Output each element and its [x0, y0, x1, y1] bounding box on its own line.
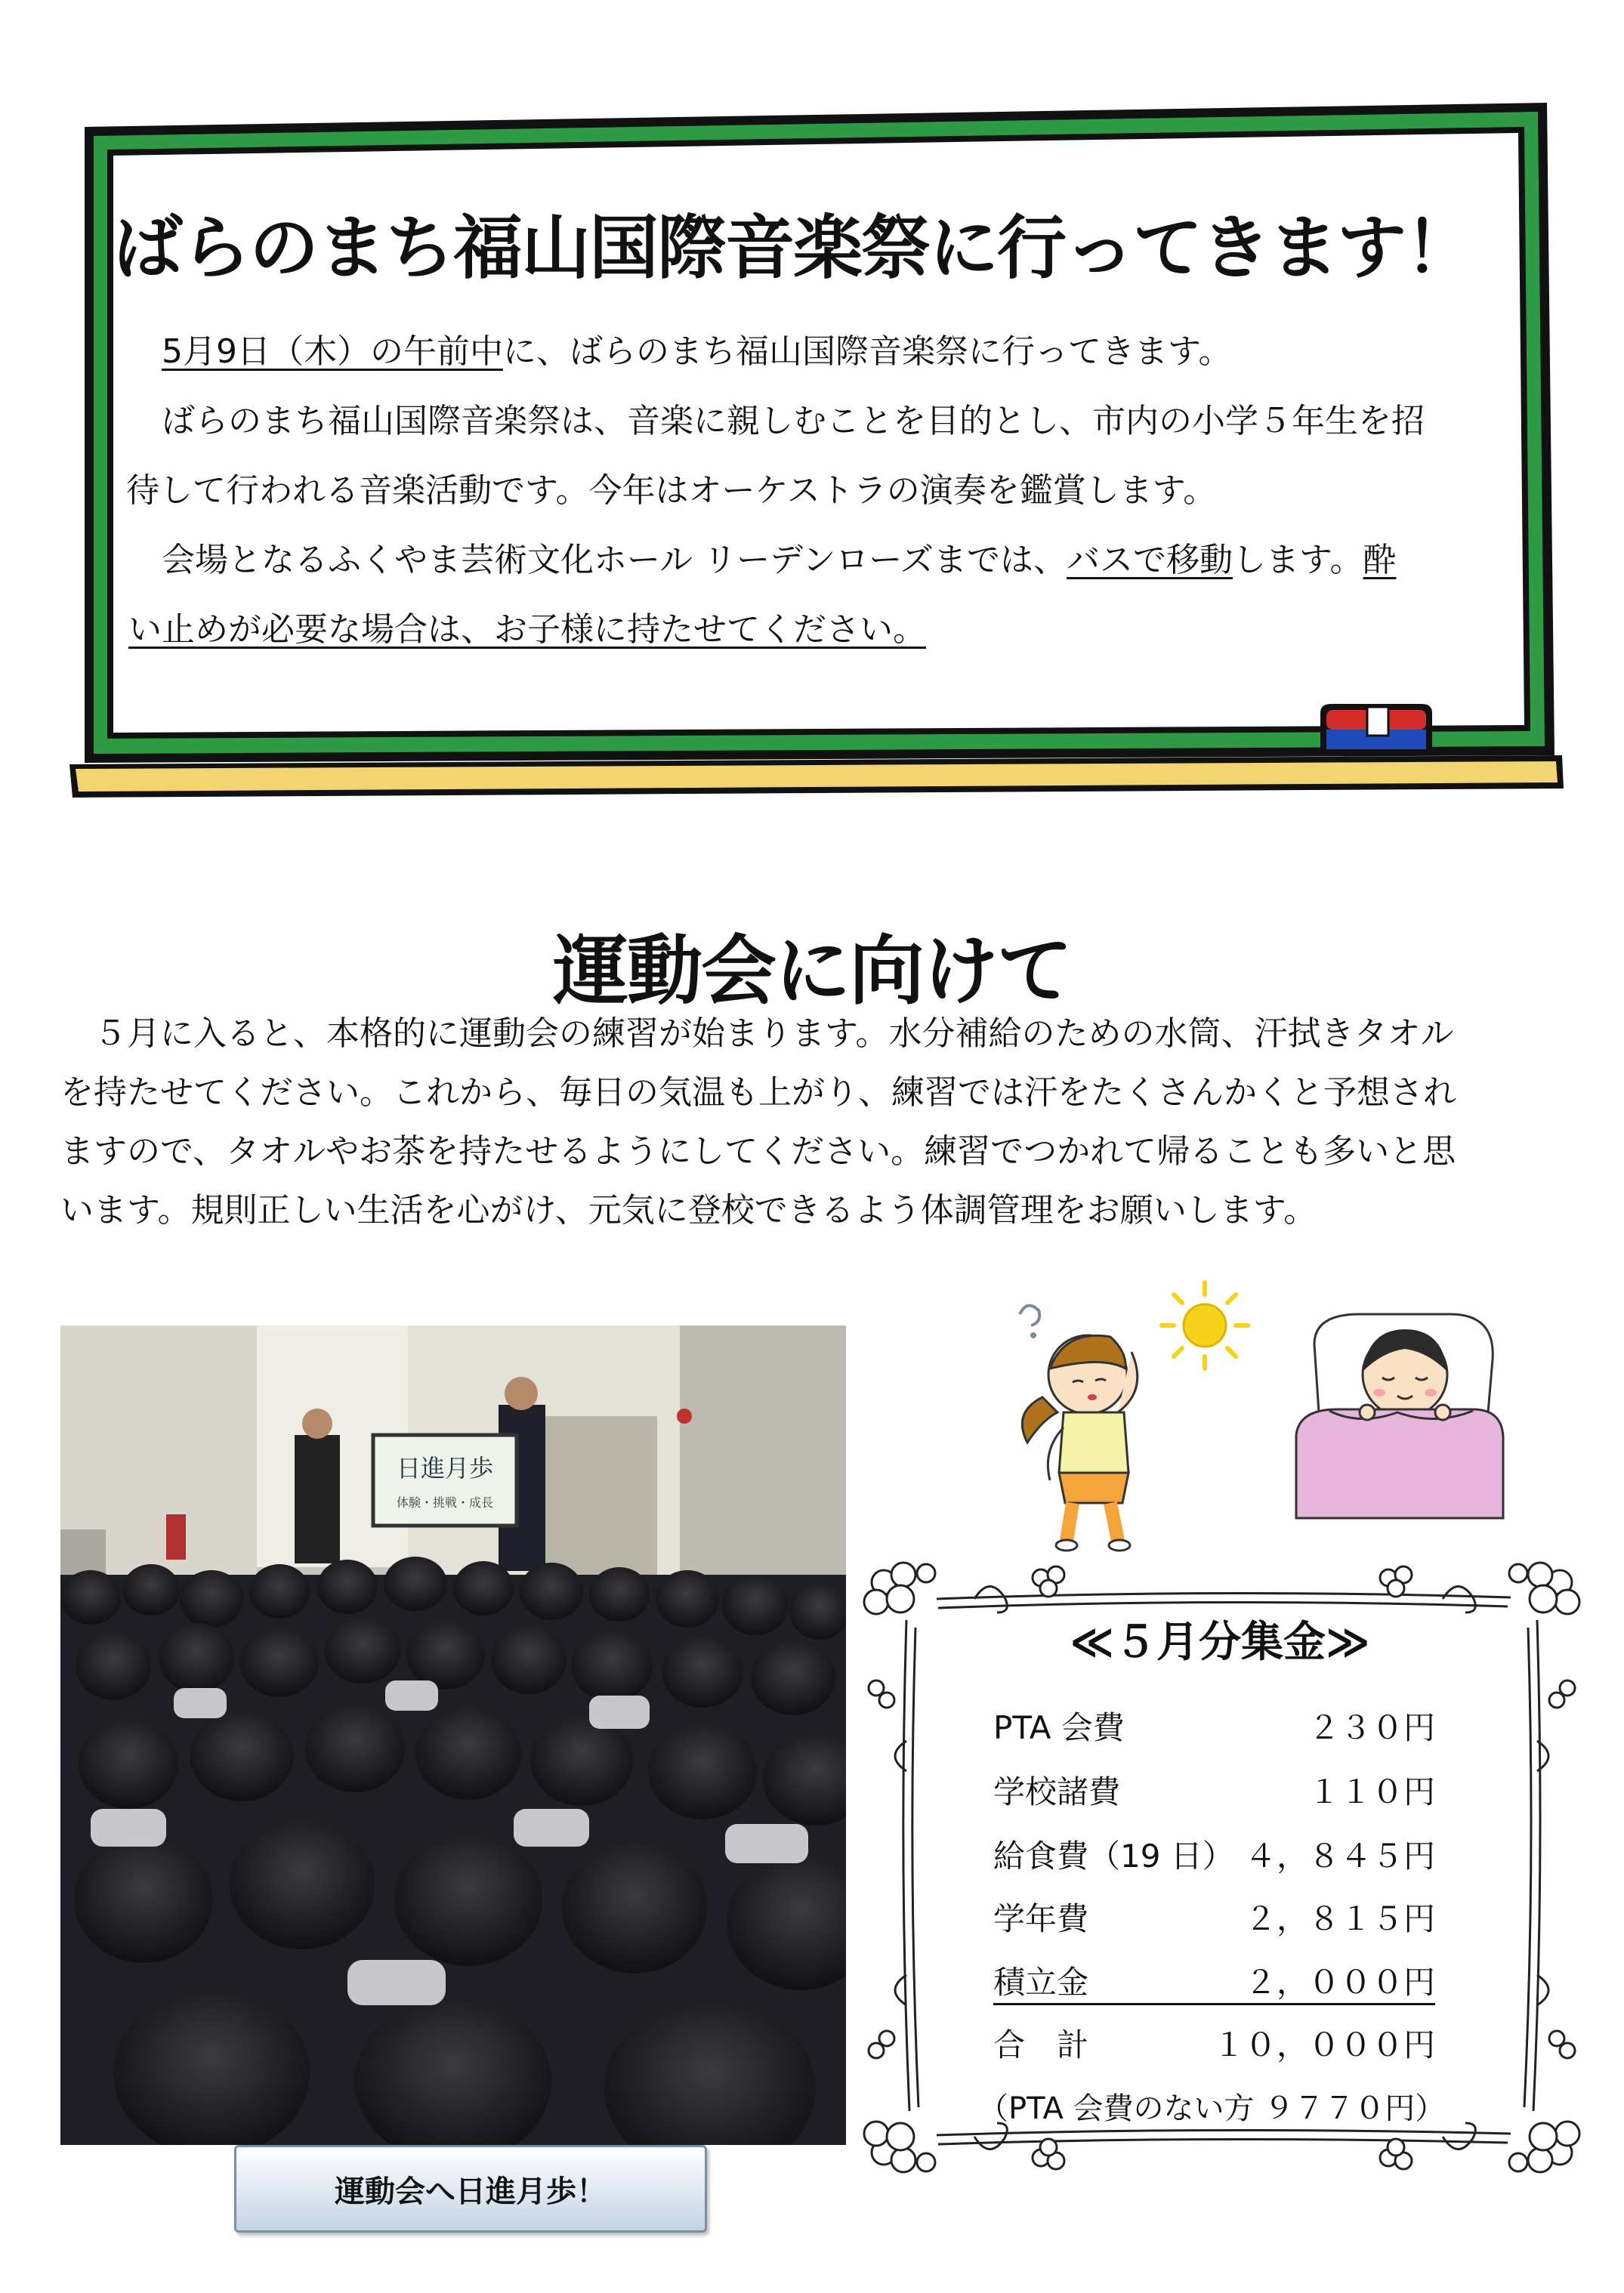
festival-line-4-text: 会場となるふくやま芸術文化ホール リーデンローズまでは、: [162, 541, 1067, 579]
fee-note: （PTA 会費のない方 ９７７０円）: [978, 2091, 1446, 2126]
fee-row-total: [993, 2020, 1435, 2066]
fee-value: ２，８１５円: [1244, 1900, 1435, 1937]
medicine-note: い止めが必要な場合は、お子様に持たせてください。: [128, 610, 926, 649]
fee-value: １１０円: [1308, 1773, 1435, 1810]
festival-line-2-text: ばらのまち福山国際音楽祭は、音楽に親しむことを目的とし、市内の小学５年生を招: [162, 402, 1425, 440]
fee-value: ４，８４５円: [1244, 1838, 1435, 1875]
fee-label: 学年費: [993, 1900, 1089, 1937]
sleeping-child-icon: [1284, 1299, 1511, 1526]
fee-value: １０，０００円: [1212, 2026, 1435, 2063]
festival-body: [128, 317, 1518, 665]
sports-line: います。規則正しい生活を心がけ、元気に登校できるよう体調管理をお願いします。: [60, 1191, 1317, 1230]
fee-row-grade: [993, 1894, 1435, 1940]
fee-value: ２３０円: [1308, 1709, 1435, 1746]
sports-line-text: ５月に入ると、本格的に運動会の練習が始まります。水分補給のための水筒、汗拭きタオル: [94, 1014, 1454, 1053]
sports-title: 運動会に向けて: [553, 927, 1071, 1015]
festival-line-4-mid: します。: [1233, 541, 1363, 579]
festival-line-3: [126, 456, 1518, 526]
festival-line-2: [128, 387, 1518, 456]
photo-caption: 運動会へ日進月歩！: [234, 2145, 707, 2233]
sports-line: ますので、タオルやお茶を持たせるようにしてください。練習でつかれて帰ることも多いと思: [60, 1132, 1456, 1171]
fee-row-school: [993, 1767, 1435, 1813]
bus-note: バスで移動: [1067, 541, 1233, 579]
fee-row-savings: [993, 1958, 1435, 2005]
fee-row-lunch: [993, 1832, 1435, 1877]
festival-line-5: [128, 595, 1518, 665]
fee-label: 積立金: [993, 1964, 1089, 2001]
sports-body: [60, 1005, 1571, 1240]
festival-date: 5月9日（木）の午前中: [162, 332, 503, 371]
fee-label: 給食費（19 日）: [993, 1838, 1234, 1875]
festival-line-1: [128, 317, 1518, 387]
assembly-photo: [60, 1325, 846, 2145]
fee-label: PTA 会費: [993, 1709, 1125, 1746]
sign-subtitle: 体験・挑戦・成長: [396, 1495, 494, 1510]
festival-line-1-text: に、ばらのまち福山国際音楽祭に行ってきます。: [503, 332, 1232, 371]
fee-label: 合 計: [993, 2026, 1089, 2063]
festival-title: ばらのまち福山国際音楽祭に行ってきます！: [113, 208, 1474, 289]
fee-title: ≪５月分集金≫: [1070, 1618, 1370, 1667]
fee-row-pta: [993, 1703, 1435, 1748]
sign-title: 日進月歩: [396, 1454, 494, 1483]
sports-line: を持たせてください。これから、毎日の気温も上がり、練習では汗をたくさんかくと予想され: [60, 1073, 1456, 1112]
medicine-note-start: 酔: [1363, 541, 1397, 579]
fee-value: ２，０００円: [1244, 1964, 1435, 2001]
sports-line: [60, 1005, 1571, 1063]
eraser-icon: [1320, 704, 1432, 754]
festival-line-4: [128, 526, 1518, 595]
fee-label: 学校諸費: [993, 1773, 1121, 1810]
sun-icon: [1156, 1276, 1254, 1375]
festival-line-3-text: 待して行われる音楽活動です。今年はオーケストラの演奏を鑑賞します。: [126, 471, 1217, 510]
